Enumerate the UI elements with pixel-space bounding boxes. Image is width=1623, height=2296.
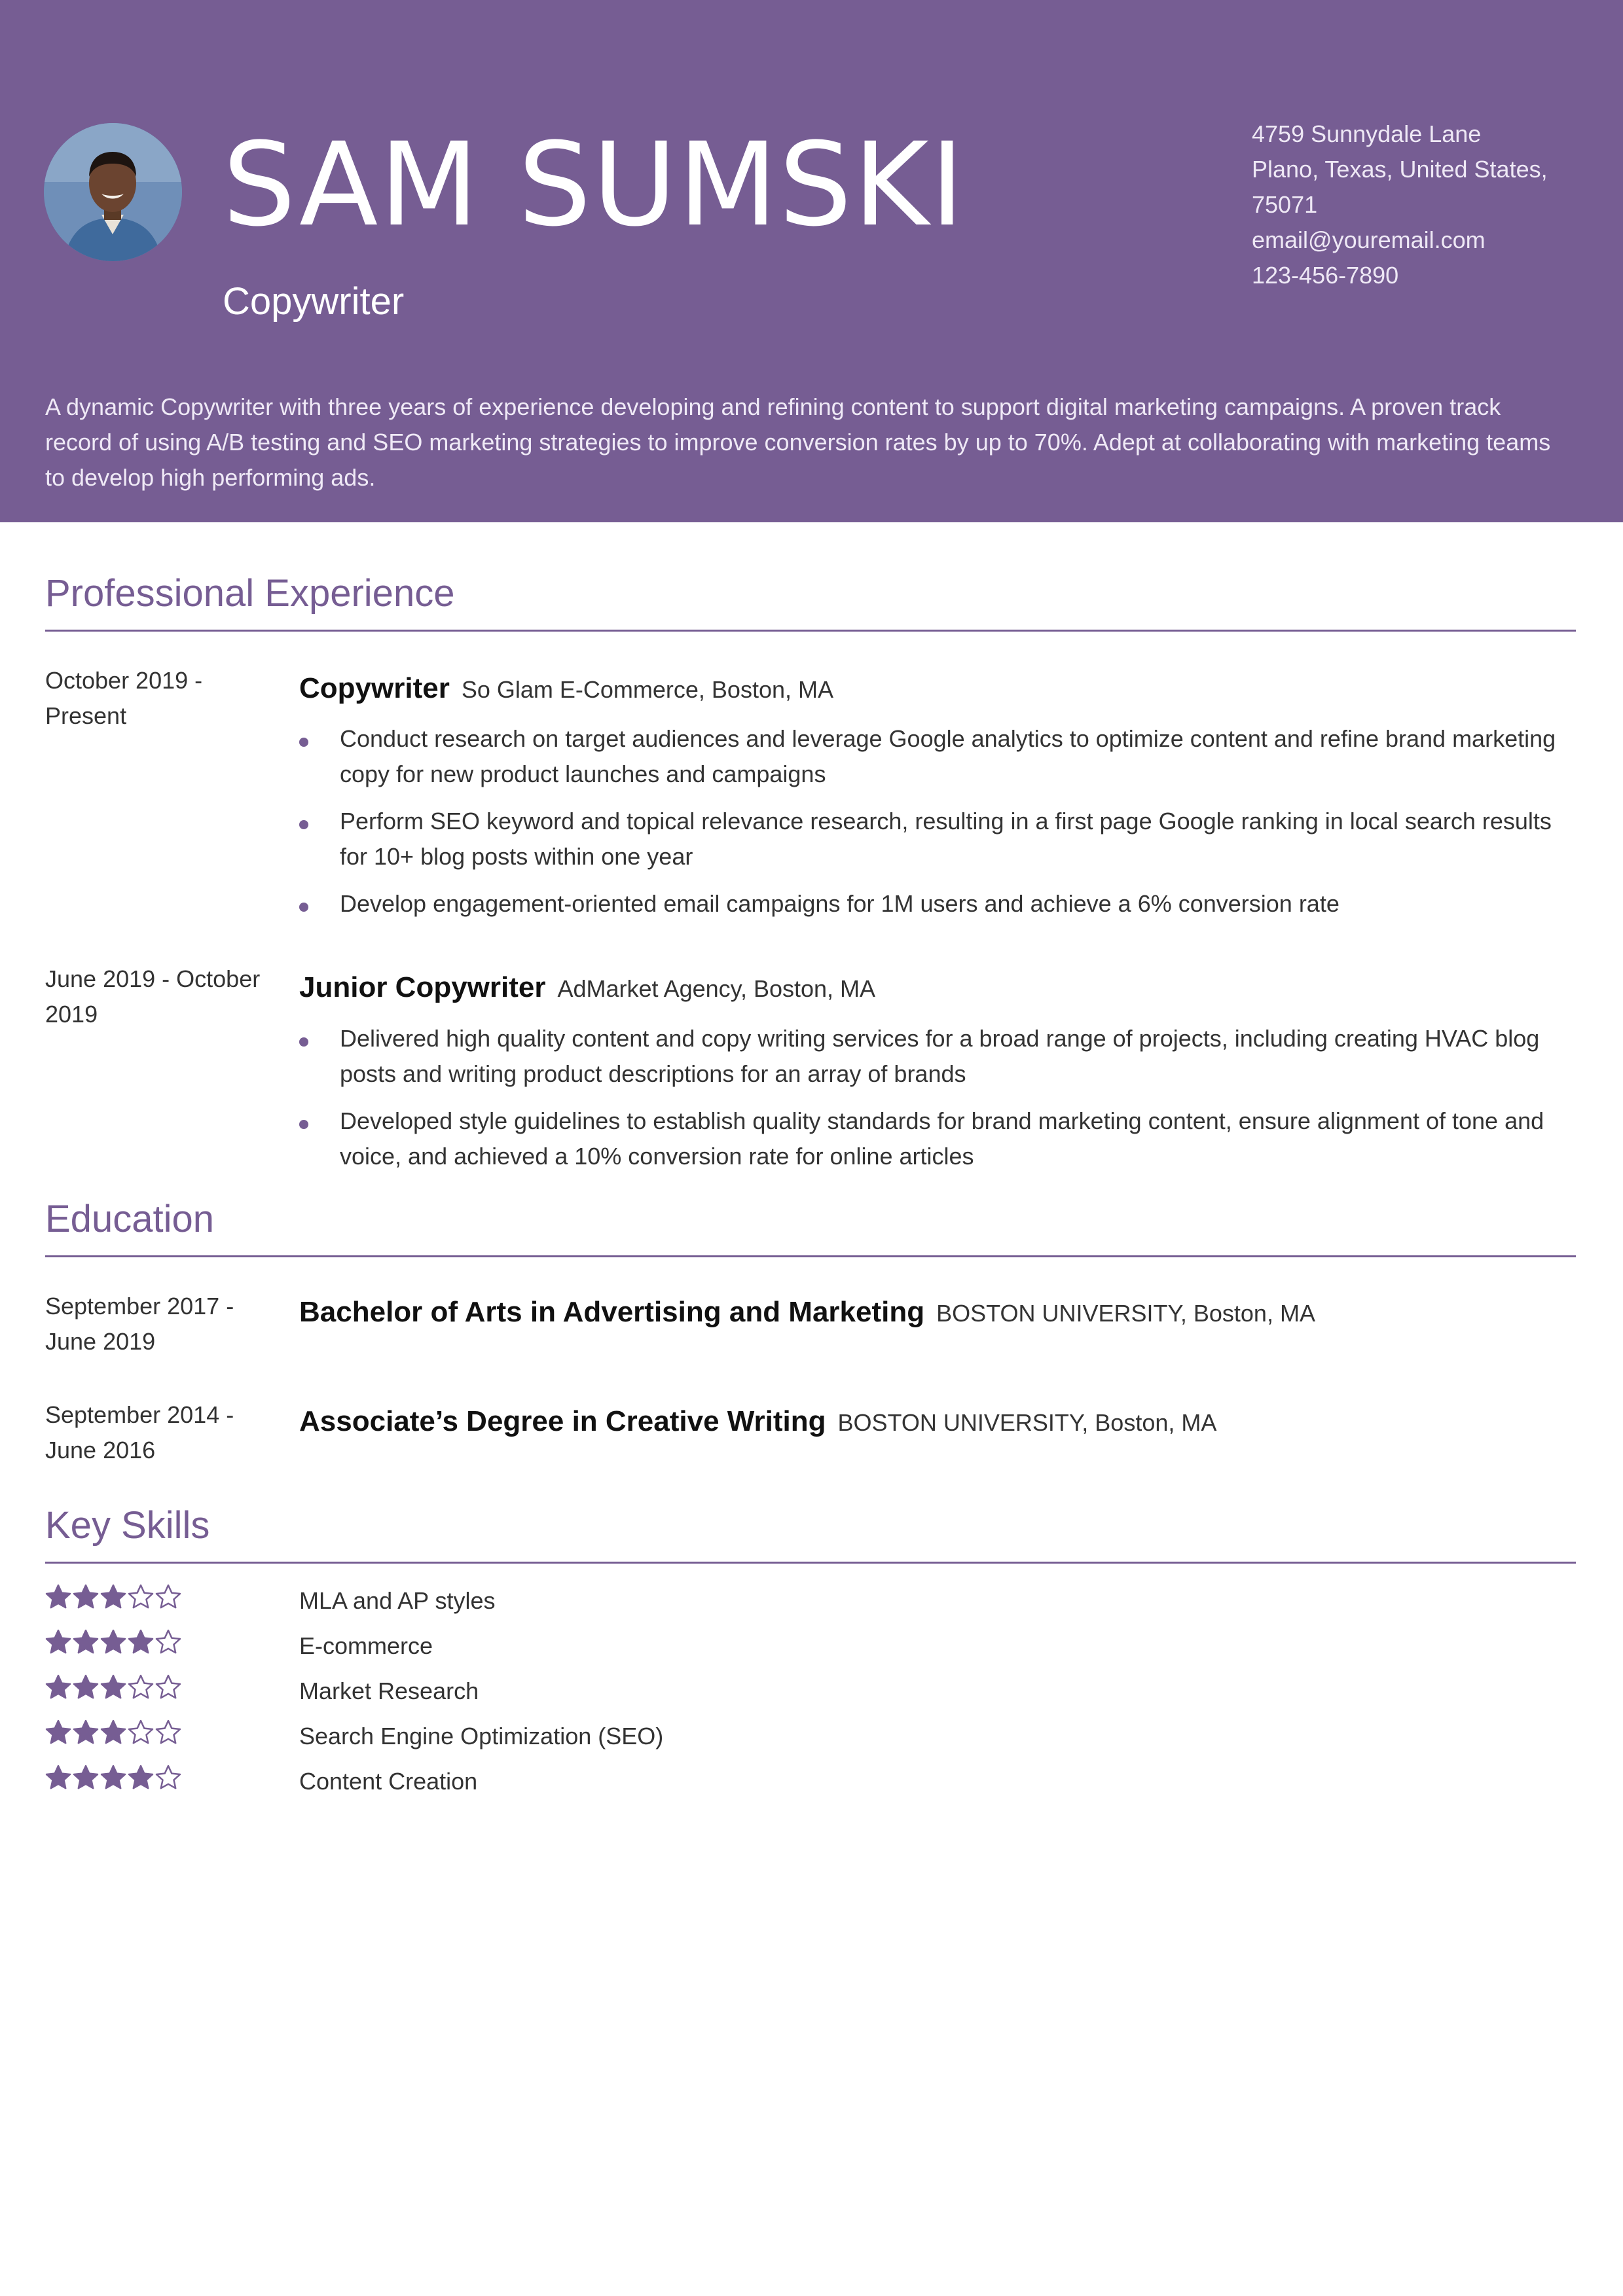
education-date: September 2017 - June 2019 — [45, 1293, 234, 1355]
skill-rating — [45, 1674, 183, 1700]
bullet-dot-icon — [299, 820, 308, 829]
star-filled-icon — [45, 1719, 71, 1746]
education-heading — [299, 1298, 1315, 1327]
education-degree: Associate’s Degree in Creative Writing — [299, 1405, 826, 1437]
person-photo-icon — [44, 123, 182, 261]
bullet-text: Conduct research on target audiences and leverage Google analytics to optimize content and refine brand marketing copy for new product launches and campaigns — [340, 725, 1556, 787]
experience-heading — [299, 973, 875, 1002]
star-filled-icon — [45, 1584, 71, 1610]
experience-org: So Glam E-Commerce, Boston, MA — [461, 676, 833, 703]
star-filled-icon — [45, 1765, 71, 1791]
experience-date: June 2019 - October 2019 — [45, 965, 261, 1028]
star-filled-icon — [100, 1584, 126, 1610]
skill-rating — [45, 1629, 183, 1655]
bullet-dot-icon — [299, 1120, 308, 1129]
education-heading — [299, 1407, 1216, 1436]
star-filled-icon — [100, 1674, 126, 1700]
experience-bullets — [299, 721, 1569, 933]
star-filled-icon — [73, 1765, 99, 1791]
skill-name: MLA and AP styles — [299, 1587, 496, 1614]
education-date: September 2014 - June 2016 — [45, 1401, 234, 1463]
list-item — [299, 1021, 1569, 1092]
skill-rating — [45, 1719, 183, 1746]
experience-bullets — [299, 1021, 1569, 1186]
star-empty-icon — [128, 1719, 154, 1746]
experience-role: Junior Copywriter — [299, 971, 546, 1003]
resume-header — [0, 0, 1623, 522]
avatar — [44, 123, 182, 261]
star-filled-icon — [73, 1584, 99, 1610]
skills-divider — [45, 1562, 1576, 1564]
education-section-title: Education — [45, 1198, 214, 1240]
star-empty-icon — [128, 1584, 154, 1610]
star-filled-icon — [73, 1674, 99, 1700]
phone: 123-456-7890 — [1252, 262, 1399, 289]
star-filled-icon — [128, 1765, 154, 1791]
bullet-dot-icon — [299, 738, 308, 747]
education-school: BOSTON UNIVERSITY, Boston, MA — [936, 1300, 1315, 1327]
person-name: SAM SUMSKI — [223, 118, 966, 252]
skill-rating — [45, 1584, 183, 1610]
star-empty-icon — [155, 1765, 181, 1791]
star-empty-icon — [155, 1584, 181, 1610]
email: email@youremail.com — [1252, 226, 1486, 253]
experience-org: AdMarket Agency, Boston, MA — [557, 975, 876, 1002]
star-filled-icon — [73, 1629, 99, 1655]
contact-block — [1252, 117, 1548, 293]
experience-date: October 2019 - Present — [45, 667, 203, 729]
skill-name: Content Creation — [299, 1768, 478, 1795]
list-item — [299, 721, 1569, 792]
postal-code: 75071 — [1252, 191, 1318, 218]
star-empty-icon — [155, 1719, 181, 1746]
star-filled-icon — [100, 1765, 126, 1791]
star-filled-icon — [100, 1719, 126, 1746]
bullet-text: Develop engagement-oriented email campaigns for 1M users and achieve a 6% conversion rate — [340, 890, 1340, 917]
skill-name: Search Engine Optimization (SEO) — [299, 1723, 664, 1749]
address-line-1: 4759 Sunnydale Lane — [1252, 120, 1482, 147]
star-filled-icon — [128, 1629, 154, 1655]
list-item — [299, 886, 1569, 922]
skill-name: E-commerce — [299, 1632, 433, 1659]
address-line-2: Plano, Texas, United States, — [1252, 156, 1548, 183]
skills-section-title: Key Skills — [45, 1504, 210, 1547]
star-empty-icon — [128, 1674, 154, 1700]
education-degree: Bachelor of Arts in Advertising and Marketing — [299, 1296, 925, 1328]
bullet-text: Delivered high quality content and copy writing services for a broad range of projects, including creating HVAC blog posts and writing product descriptions for an array of brands — [340, 1025, 1540, 1087]
bullet-dot-icon — [299, 903, 308, 912]
star-filled-icon — [73, 1719, 99, 1746]
profile-summary: A dynamic Copywriter with three years of experience developing and refining content to support digital marketing campaigns. A proven track record of using A/B testing and SEO marketing strategies to improve conversion rates by up to 70%. Adept at collaborating with marketing teams to develop high performing ads. — [45, 393, 1551, 491]
experience-section-title: Professional Experience — [45, 572, 455, 615]
experience-role: Copywriter — [299, 672, 450, 704]
bullet-dot-icon — [299, 1037, 308, 1047]
star-filled-icon — [100, 1629, 126, 1655]
bullet-text: Developed style guidelines to establish quality standards for brand marketing content, ensure alignment of tone and voice, and achieved a 10% conversion rate for online articles — [340, 1107, 1544, 1170]
education-divider — [45, 1255, 1576, 1257]
star-empty-icon — [155, 1629, 181, 1655]
skill-rating — [45, 1765, 183, 1791]
experience-divider — [45, 630, 1576, 632]
star-filled-icon — [45, 1629, 71, 1655]
star-filled-icon — [45, 1674, 71, 1700]
list-item — [299, 804, 1569, 874]
experience-heading — [299, 674, 833, 703]
job-title: Copywriter — [223, 280, 405, 323]
education-school: BOSTON UNIVERSITY, Boston, MA — [837, 1409, 1217, 1436]
star-empty-icon — [155, 1674, 181, 1700]
list-item — [299, 1103, 1569, 1174]
bullet-text: Perform SEO keyword and topical relevance research, resulting in a first page Google ranking in local search results for 10+ blog posts within one year — [340, 808, 1552, 870]
skill-name: Market Research — [299, 1677, 479, 1704]
